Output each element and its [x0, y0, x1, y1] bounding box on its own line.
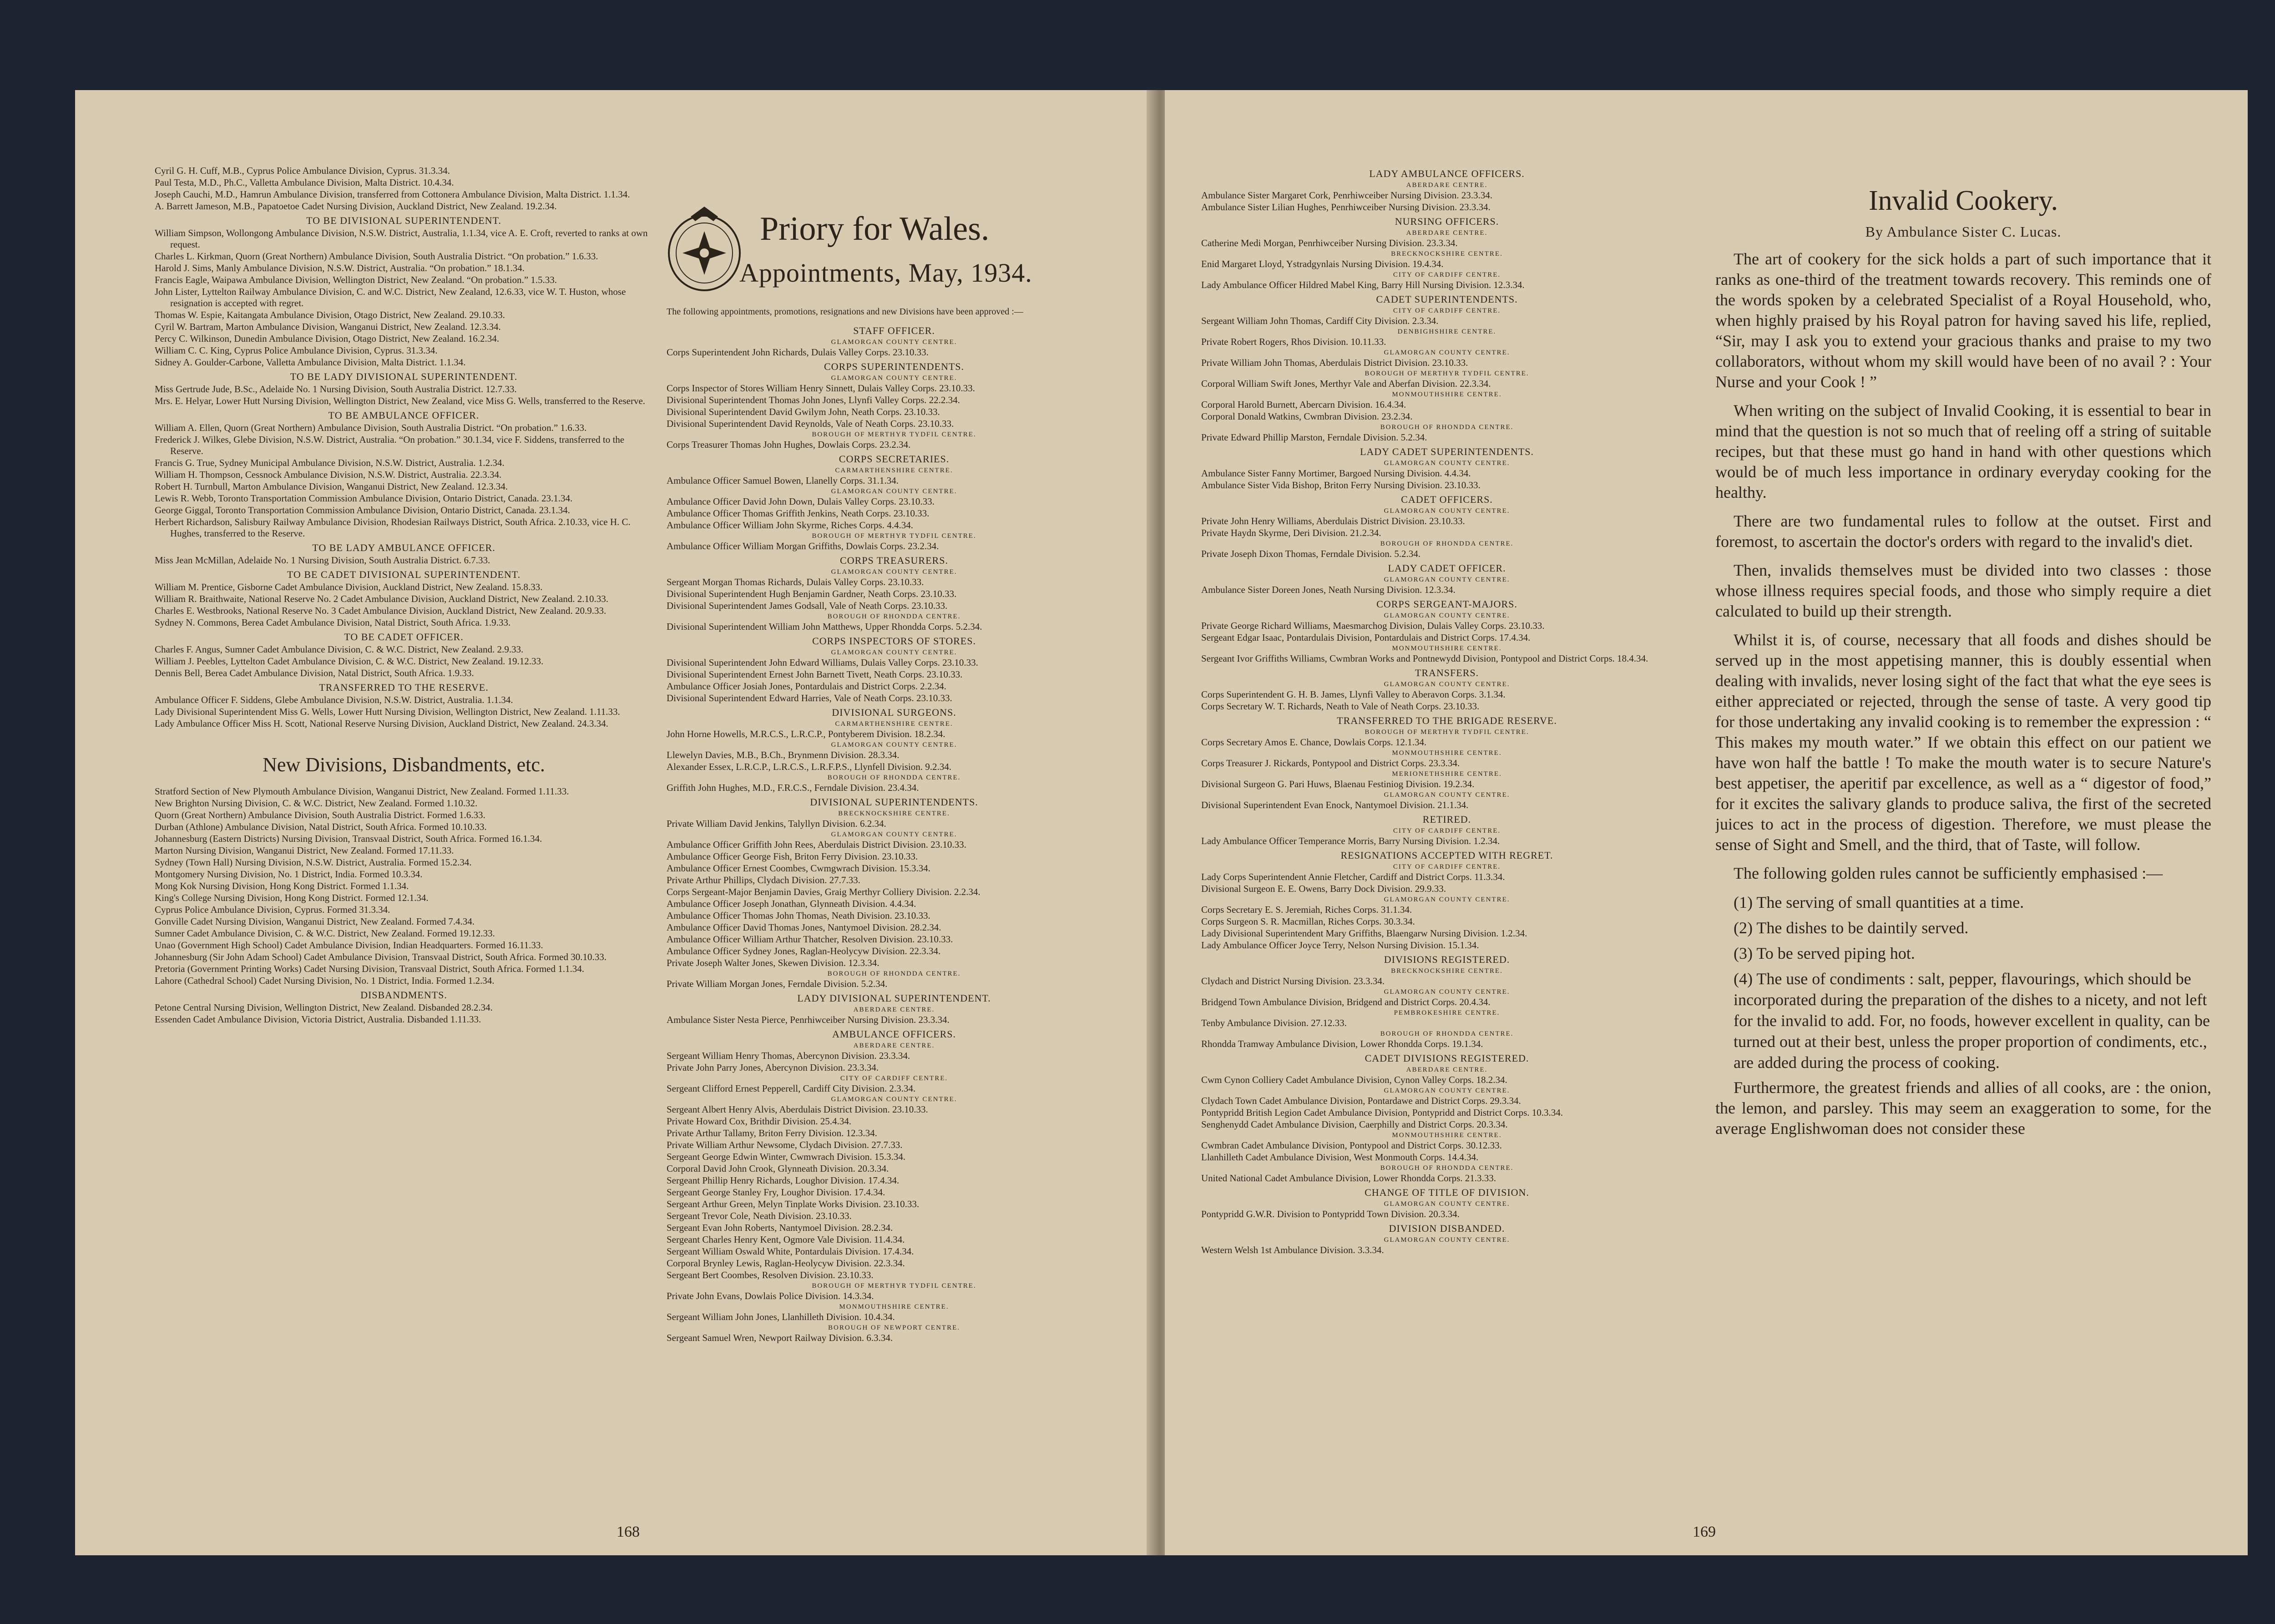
- appointment-entry: Private Joseph Walter Jones, Skewen Division. 12.3.34.: [667, 957, 880, 968]
- appointment-entry: Private Haydn Skyrme, Deri Division. 21.2.34.: [1201, 527, 1381, 538]
- appointment-entry: Joseph Cauchi, M.D., Hamrun Ambulance Division, transferred from Cottonera Ambulance Division, Malta District. 1.1.34.: [155, 189, 630, 200]
- appointment-entry: Charles F. Angus, Sumner Cadet Ambulance Division, C. & W.C. District, New Zealand. 2.9.33.: [155, 644, 524, 655]
- appointment-entry: Miss Jean McMillan, Adelaide No. 1 Nursing Division, South Australia District. 6.7.33.: [155, 555, 490, 566]
- appointment-entry: Corporal Brynley Lewis, Raglan-Heolycyw Division. 22.3.34.: [667, 1258, 905, 1269]
- appointment-entry: Sergeant Phillip Henry Richards, Loughor Division. 17.4.34.: [667, 1175, 900, 1186]
- article-paragraph: Furthermore, the greatest friends and allies of all cooks, are : the onion, the lemon, and parsley. This may seem an exaggeration to some, for the average Englishwoman does not consider these: [1715, 1078, 2211, 1138]
- appointment-entry: Charles L. Kirkman, Quorn (Great Northern) Ambulance Division, South Australia District. “On probation.” 1.6.33.: [155, 251, 598, 262]
- right-page: [1165, 90, 2248, 1555]
- appointment-entry: Sergeant William John Thomas, Cardiff City Division. 2.3.34.: [1201, 315, 1439, 326]
- appointment-entry: Bridgend Town Ambulance Division, Bridgend and District Corps. 20.4.34.: [1201, 997, 1491, 1007]
- appointment-entry: Ambulance Officer Ernest Coombes, Cwmgwrach Division. 15.3.34.: [667, 863, 930, 874]
- section-heading: CADET DIVISIONS REGISTERED.: [1365, 1052, 1529, 1064]
- centre-heading: PEMBROKESHIRE CENTRE.: [1394, 1009, 1500, 1017]
- appointment-entry: Sergeant William Henry Thomas, Abercynon Division. 23.3.34.: [667, 1050, 910, 1061]
- appointment-entry: Lahore (Cathedral School) Cadet Nursing Division, No. 1 District, India. Formed 1.2.34.: [155, 975, 495, 986]
- appointment-entry: New Brighton Nursing Division, C. & W.C. District, New Zealand. Formed 1.10.32.: [155, 798, 478, 809]
- appointment-entry: Pontypridd British Legion Cadet Ambulance Division, Pontypridd and District Corps. 10.3.34.: [1201, 1107, 1563, 1118]
- centre-heading: ABERDARE CENTRE.: [1406, 229, 1488, 237]
- appointment-entry: Private William John Thomas, Aberdulais District Division. 23.10.33.: [1201, 357, 1468, 368]
- appointment-entry: Essenden Cadet Ambulance Division, Victoria District, Australia. Disbanded 1.11.33.: [155, 1014, 481, 1025]
- appointment-entry: Durban (Athlone) Ambulance Division, Natal District, South Africa. Formed 10.10.33.: [155, 821, 487, 832]
- centre-heading: GLAMORGAN COUNTY CENTRE.: [1384, 896, 1510, 903]
- section-heading: TO BE DIVISIONAL SUPERINTENDENT.: [306, 215, 501, 226]
- appointment-entry: Corps Superintendent John Richards, Dulais Valley Corps. 23.10.33.: [667, 347, 929, 358]
- appointment-entry: Cyril G. H. Cuff, M.B., Cyprus Police Ambulance Division, Cyprus. 31.3.34.: [155, 165, 450, 176]
- article-paragraph: Whilst it is, of course, necessary that all foods and dishes should be served up in the most appetising manner, this is doubly essential when dealing with invalids, never losing sight of the fact that what the eye sees is either appreciated or rejected, through the sense of taste. A very good tip for those undertaking any invalid cooking is to remember the expression : “ This makes my mouth water.” If we obtain this effect on our patient we have won half the battle ! To make the mouth water is to secure Nature's best appetiser, the aperitif par excellence, as well as a “ digestor of food,” for it excites the salivary glands to produce saliva, the first of the secreted juices to act in the process of digestion. Therefore, we must please the sense of Sight and Smell, and the third, that of Taste, will follow.: [1715, 631, 2211, 854]
- appointment-entry: King's College Nursing Division, Hong Kong District. Formed 12.1.34.: [155, 892, 429, 903]
- centre-heading: CITY OF CARDIFF CENTRE.: [1393, 271, 1501, 278]
- appointment-entry: Private John Parry Jones, Abercynon Division. 23.3.34.: [667, 1062, 879, 1073]
- appointment-entry: Private Edward Phillip Marston, Ferndale Division. 5.2.34.: [1201, 432, 1427, 443]
- priory-crest-icon: [666, 203, 743, 294]
- appointment-entry: Harold J. Sims, Manly Ambulance Division, N.S.W. District, Australia. “On probation.” 18.1.34.: [155, 263, 525, 273]
- appointment-entry: John Horne Howells, M.R.C.S., L.R.C.P., Pontyberem Division. 18.2.34.: [667, 729, 945, 739]
- appointment-entry: Ambulance Sister Vida Bishop, Briton Ferry Nursing Division. 23.10.33.: [1201, 480, 1481, 491]
- centre-heading: DENBIGHSHIRE CENTRE.: [1397, 328, 1496, 335]
- appointment-entry: Thomas W. Espie, Kaitangata Ambulance Division, Otago District, New Zealand. 29.10.33.: [155, 309, 505, 320]
- appointment-entry: Lady Ambulance Officer Miss H. Scott, National Reserve Nursing Division, Auckland District, New Zealand. 24.3.34.: [155, 718, 608, 729]
- page-number-left: 168: [617, 1523, 640, 1540]
- appointment-entry: Robert H. Turnbull, Marton Ambulance Division, Wanganui District, New Zealand. 12.3.34.: [155, 481, 508, 492]
- centre-heading: GLAMORGAN COUNTY CENTRE.: [831, 831, 957, 838]
- appointment-entry: William H. Thompson, Cessnock Ambulance Division, N.S.W. District, Australia. 22.3.34.: [155, 469, 502, 480]
- centre-heading: ABERDARE CENTRE.: [853, 1042, 935, 1049]
- appointment-entry: Quorn (Great Northern) Ambulance Division, South Australia District. Formed 1.6.33.: [155, 809, 485, 820]
- appointment-entry: Ambulance Officer David John Down, Dulais Valley Corps. 23.10.33.: [667, 496, 935, 507]
- article-paragraph: Then, invalids themselves must be divided into two classes : those whose illness requires special foods, and those who simply require a diet calculated to build up their strength.: [1715, 561, 2211, 620]
- appointment-entry: Mrs. E. Helyar, Lower Hutt Nursing Division, Wellington District, New Zealand, vice Miss G. Wells, transferred to the Reserve.: [155, 395, 646, 406]
- appointment-entry: George Giggal, Toronto Transportation Commission Ambulance Division, Ontario District, Canada. 23.1.34.: [155, 505, 570, 516]
- priory-title: Priory for Wales.: [760, 210, 990, 248]
- appointment-entry: Sergeant Morgan Thomas Richards, Dulais Valley Corps. 23.10.33.: [667, 577, 924, 587]
- centre-heading: CITY OF CARDIFF CENTRE.: [1393, 827, 1501, 835]
- article-paragraph: There are two fundamental rules to follow at the outset. First and foremost, to ascertain the doctor's orders with regard to the invalid's diet.: [1715, 512, 2211, 551]
- appointment-entry: Sergeant Edgar Isaac, Pontardulais Division, Pontardulais and District Corps. 17.4.34.: [1201, 632, 1531, 643]
- centre-heading: BOROUGH OF RHONDDA CENTRE.: [1380, 540, 1514, 547]
- section-heading: DIVISIONS REGISTERED.: [1384, 954, 1510, 965]
- section-title: New Divisions, Disbandments, etc.: [263, 754, 545, 776]
- appointment-entry: Rhondda Tramway Ambulance Division, Lower Rhondda Corps. 19.1.34.: [1201, 1038, 1483, 1049]
- appointment-entry: Ambulance Officer David Thomas Jones, Nantymoel Division. 28.2.34.: [667, 922, 941, 933]
- appointment-entry: Corps Sergeant-Major Benjamin Davies, Graig Merthyr Colliery Division. 2.2.34.: [667, 886, 981, 897]
- centre-heading: GLAMORGAN COUNTY CENTRE.: [1384, 349, 1510, 356]
- centre-heading: MONMOUTHSHIRE CENTRE.: [1392, 1132, 1502, 1139]
- appointment-entry: Llanhilleth Cadet Ambulance Division, West Monmouth Corps. 14.4.34.: [1201, 1152, 1479, 1163]
- appointment-entry: Divisional Surgeon E. E. Owens, Barry Dock Division. 29.9.33.: [1201, 883, 1446, 894]
- appointment-entry: Sergeant William John Jones, Llanhilleth Division. 10.4.34.: [667, 1311, 895, 1322]
- appointment-entry: Percy C. Wilkinson, Dunedin Ambulance Division, Otago District, New Zealand. 16.2.34.: [155, 333, 499, 344]
- appointment-entry: Catherine Medi Morgan, Penrhiwceiber Nursing Division. 23.3.34.: [1201, 238, 1458, 248]
- article-paragraph: The art of cookery for the sick holds a part of such importance that it ranks as one-third of the treatment towards recovery. This reminds one of the words spoken by a celebrated Specialist of a Royal Household, who, when highly praised by his Royal patron for having saved his life, replied, “Sir, may I ask you to extend your gracious thanks and praise to my two collaborators, without whom my skill would have been of no avail ? : Your Nurse and your Cook ! ”: [1715, 250, 2211, 391]
- appointment-entry: Cwm Cynon Colliery Cadet Ambulance Division, Cynon Valley Corps. 18.2.34.: [1201, 1074, 1507, 1085]
- appointment-entry: Frederick J. Wilkes, Glebe Division, N.S.W. District, Australia. “On probation.” 30.1.34, vice F. Siddens, transferred to the Reserve.: [155, 434, 625, 456]
- appointment-entry: Divisional Superintendent John Edward Williams, Dulais Valley Corps. 23.10.33.: [667, 657, 978, 668]
- appointment-entry: Private John Evans, Dowlais Police Division. 14.3.34.: [667, 1290, 874, 1301]
- appointment-entry: Ambulance Officer Samuel Bowen, Llanelly Corps. 31.1.34.: [667, 475, 899, 486]
- appointment-entry: Lady Divisional Superintendent Mary Griffiths, Blaengarw Nursing Division. 1.2.34.: [1201, 928, 1527, 939]
- appointment-entry: Ambulance Sister Doreen Jones, Neath Nursing Division. 12.3.34.: [1201, 584, 1456, 595]
- centre-heading: CITY OF CARDIFF CENTRE.: [1393, 307, 1501, 314]
- appointment-entry: Corps Treasurer Thomas John Hughes, Dowlais Corps. 23.2.34.: [667, 439, 911, 450]
- appointment-entry: Sergeant Bert Coombes, Resolven Division. 23.10.33.: [667, 1270, 874, 1280]
- appointment-entry: Corporal William Swift Jones, Merthyr Vale and Aberfan Division. 22.3.34.: [1201, 378, 1491, 389]
- centre-heading: CITY OF CARDIFF CENTRE.: [840, 1075, 948, 1082]
- appointment-entry: Sergeant George Stanley Fry, Loughor Division. 17.4.34.: [667, 1187, 885, 1198]
- appointment-entry: Divisional Superintendent Edward Harries, Vale of Neath Corps. 23.10.33.: [667, 693, 952, 703]
- appointment-entry: Herbert Richardson, Salisbury Railway Ambulance Division, Rhodesian Railways District, South Africa. 2.10.33, vice H. C. Hughes, transferred to the Reserve.: [155, 516, 631, 539]
- section-heading: TRANSFERRED TO THE RESERVE.: [319, 682, 489, 693]
- appointment-entry: Divisional Superintendent David Gwilym John, Neath Corps. 23.10.33.: [667, 406, 940, 417]
- centre-heading: GLAMORGAN COUNTY CENTRE.: [831, 741, 957, 749]
- centre-heading: MONMOUTHSHIRE CENTRE.: [839, 1303, 949, 1310]
- appointment-entry: Ambulance Officer F. Siddens, Glebe Ambulance Division, N.S.W. District, Australia. 1.1.34.: [155, 694, 513, 705]
- centre-heading: GLAMORGAN COUNTY CENTRE.: [1384, 791, 1510, 799]
- page-number-right: 169: [1693, 1523, 1716, 1540]
- appointment-entry: Private Joseph Dixon Thomas, Ferndale Division. 5.2.34.: [1201, 548, 1421, 559]
- appointment-entry: Johannesburg (Sir John Adam School) Cadet Ambulance Division, Transvaal District, South Africa. Formed 30.10.33.: [155, 951, 607, 962]
- section-heading: TRANSFERRED TO THE BRIGADE RESERVE.: [1337, 715, 1557, 726]
- section-heading: TO BE LADY DIVISIONAL SUPERINTENDENT.: [290, 371, 518, 382]
- centre-heading: GLAMORGAN COUNTY CENTRE.: [831, 1096, 957, 1103]
- section-heading: CORPS SECRETARIES.: [839, 453, 950, 465]
- centre-heading: BRECKNOCKSHIRE CENTRE.: [838, 810, 950, 817]
- section-heading: CORPS TREASURERS.: [840, 555, 948, 566]
- section-heading: TO BE LADY AMBULANCE OFFICER.: [312, 542, 495, 553]
- appointment-entry: Griffith John Hughes, M.D., F.R.C.S., Ferndale Division. 23.4.34.: [667, 782, 919, 793]
- appointment-entry: Alexander Essex, L.R.C.P., L.R.C.S., L.R.F.P.S., Llynfell Division. 9.2.34.: [667, 761, 952, 772]
- appointment-entry: Lady Ambulance Officer Hildred Mabel King, Barry Hill Nursing Division. 12.3.34.: [1201, 279, 1525, 290]
- golden-rule-item: (3) To be served piping hot.: [1734, 944, 1915, 962]
- appointment-entry: Corps Inspector of Stores William Henry Sinnett, Dulais Valley Corps. 23.10.33.: [667, 383, 975, 394]
- appointment-entry: Unao (Government High School) Cadet Ambulance Division, Indian Headquarters. Formed 16.11.33.: [155, 940, 543, 951]
- centre-heading: BOROUGH OF RHONDDA CENTRE.: [1380, 1164, 1514, 1172]
- appointment-entry: Ambulance Sister Nesta Pierce, Penrhiwceiber Nursing Division. 23.3.34.: [667, 1014, 950, 1025]
- appointment-entry: Ambulance Officer Joseph Jonathan, Glynneath Division. 4.4.34.: [667, 898, 916, 909]
- centre-heading: GLAMORGAN COUNTY CENTRE.: [831, 568, 957, 576]
- priory-intro: The following appointments, promotions, resignations and new Divisions have been approved :—: [667, 307, 1023, 317]
- appointment-entry: United National Cadet Ambulance Division, Lower Rhondda Corps. 21.3.33.: [1201, 1173, 1496, 1184]
- appointment-entry: Mong Kok Nursing Division, Hong Kong District. Formed 1.1.34.: [155, 880, 409, 891]
- article-byline: By Ambulance Sister C. Lucas.: [1865, 223, 2062, 240]
- appointment-entry: Francis Eagle, Waipawa Ambulance Division, Wellington District, New Zealand. “On probation.” 1.5.33.: [155, 274, 557, 285]
- appointment-entry: William Simpson, Wollongong Ambulance Division, N.S.W. District, Australia, 1.1.34, vice A. E. Croft, reverted to ranks at own request.: [155, 228, 648, 250]
- section-heading: LADY AMBULANCE OFFICERS.: [1369, 168, 1525, 179]
- centre-heading: BOROUGH OF MERTHYR TYDFIL CENTRE.: [812, 1282, 976, 1290]
- appointment-entry: Corporal David John Crook, Glynneath Division. 20.3.34.: [667, 1163, 889, 1174]
- centre-heading: MONMOUTHSHIRE CENTRE.: [1392, 645, 1502, 652]
- section-heading: STAFF OFFICER.: [853, 325, 935, 336]
- appointment-entry: Private John Henry Williams, Aberdulais District Division. 23.10.33.: [1201, 516, 1465, 526]
- centre-heading: GLAMORGAN COUNTY CENTRE.: [1384, 612, 1510, 619]
- appointment-entry: Sergeant Albert Henry Alvis, Aberdulais District Division. 23.10.33.: [667, 1104, 928, 1115]
- appointment-entry: Sergeant Charles Henry Kent, Ogmore Vale Division. 11.4.34.: [667, 1234, 905, 1245]
- appointment-entry: William R. Braithwaite, National Reserve No. 2 Cadet Ambulance Division, Auckland District, New Zealand. 2.10.33.: [155, 593, 609, 604]
- appointment-entry: A. Barrett Jameson, M.B., Papatoetoe Cadet Nursing Division, Auckland District, New Zealand. 19.2.34.: [155, 201, 557, 212]
- section-heading: DIVISIONAL SUPERINTENDENTS.: [810, 796, 978, 808]
- appointment-entry: Ambulance Officer William John Skyrme, Riches Corps. 4.4.34.: [667, 520, 913, 531]
- section-heading: CORPS INSPECTORS OF STORES.: [812, 635, 976, 647]
- appointment-entry: Corps Superintendent G. H. B. James, Llynfi Valley to Aberavon Corps. 3.1.34.: [1201, 689, 1506, 700]
- appointment-entry: Senghenydd Cadet Ambulance Division, Caerphilly and District Corps. 20.3.34.: [1201, 1119, 1508, 1130]
- appointment-entry: Ambulance Officer Josiah Jones, Pontardulais and District Corps. 2.2.34.: [667, 681, 946, 692]
- appointment-entry: Sidney A. Goulder-Carbone, Valletta Ambulance Division, Malta District. 1.1.34.: [155, 357, 466, 368]
- centre-heading: BOROUGH OF RHONDDA CENTRE.: [827, 613, 961, 620]
- centre-heading: BRECKNOCKSHIRE CENTRE.: [1391, 967, 1503, 975]
- appointment-entry: Private William David Jenkins, Talyllyn Division. 6.2.34.: [667, 818, 886, 829]
- appointment-entry: Sergeant Clifford Ernest Pepperell, Cardiff City Division. 2.3.34.: [667, 1083, 916, 1094]
- appointment-entry: Divisional Superintendent James Godsall, Vale of Neath Corps. 23.10.33.: [667, 600, 948, 611]
- left-column-appointments: [155, 165, 653, 1026]
- priory-appointments-continued: [1201, 165, 1693, 1256]
- appointment-entry: Paul Testa, M.D., Ph.C., Valletta Ambulance Division, Malta District. 10.4.34.: [155, 177, 454, 188]
- appointment-entry: Dennis Bell, Berea Cadet Ambulance Division, Natal District, South Africa. 1.9.33.: [155, 668, 474, 678]
- appointment-entry: Divisional Surgeon G. Pari Huws, Blaenau Festiniog Division. 19.2.34.: [1201, 779, 1475, 789]
- appointment-entry: Pretoria (Government Printing Works) Cadet Nursing Division, Transvaal District, South Africa. Formed 1.1.34.: [155, 963, 584, 974]
- article-paragraph: The following golden rules cannot be sufficiently emphasised :—: [1734, 864, 2163, 882]
- article-paragraph: When writing on the subject of Invalid Cooking, it is essential to bear in mind that the question is not so much that of reeling off a string of suitable recipes, but that these must go hand in hand with other questions which would be of much less importance in ordinary everyday cooking for the healthy.: [1715, 401, 2211, 501]
- appointment-entry: Llewelyn Davies, M.B., B.Ch., Brynmenn Division. 28.3.34.: [667, 749, 900, 760]
- centre-heading: GLAMORGAN COUNTY CENTRE.: [1384, 460, 1510, 467]
- section-heading: DIVISION DISBANDED.: [1389, 1223, 1505, 1234]
- appointment-entry: Ambulance Sister Lilian Hughes, Penrhiwceiber Nursing Division. 23.3.34.: [1201, 202, 1491, 212]
- section-heading: CADET SUPERINTENDENTS.: [1376, 293, 1518, 305]
- centre-heading: GLAMORGAN COUNTY CENTRE.: [1384, 1087, 1510, 1094]
- appointment-entry: William A. Ellen, Quorn (Great Northern) Ambulance Division, South Australia District. “On probation.” 1.6.33.: [155, 422, 587, 433]
- appointment-entry: Lady Corps Superintendent Annie Fletcher, Cardiff and District Corps. 11.3.34.: [1201, 871, 1505, 882]
- appointment-entry: Ambulance Officer Thomas John Thomas, Neath Division. 23.10.33.: [667, 910, 930, 921]
- centre-heading: BOROUGH OF NEWPORT CENTRE.: [828, 1324, 960, 1331]
- appointment-entry: Lewis R. Webb, Toronto Transportation Commission Ambulance Division, Ontario District, Canada. 23.1.34.: [155, 493, 573, 504]
- centre-heading: BOROUGH OF RHONDDA CENTRE.: [827, 970, 961, 977]
- centre-heading: GLAMORGAN COUNTY CENTRE.: [831, 374, 957, 382]
- centre-heading: BOROUGH OF MERTHYR TYDFIL CENTRE.: [1365, 729, 1529, 736]
- appointment-entry: Ambulance Officer William Morgan Griffiths, Dowlais Corps. 23.2.34.: [667, 541, 939, 551]
- appointment-entry: John Lister, Lyttelton Railway Ambulance Division, C. and W.C. District, New Zealand, 12.6.33, vice W. T. Huston, whose resignation is accepted with regret.: [155, 286, 626, 309]
- section-heading: LADY DIVISIONAL SUPERINTENDENT.: [797, 992, 991, 1004]
- centre-heading: CITY OF CARDIFF CENTRE.: [1393, 863, 1501, 870]
- appointment-entry: Corporal Donald Watkins, Cwmbran Division. 23.2.34.: [1201, 411, 1413, 422]
- appointment-entry: Divisional Superintendent William John Matthews, Upper Rhondda Corps. 5.2.34.: [667, 621, 982, 632]
- section-heading: RETIRED.: [1422, 814, 1471, 825]
- appointment-entry: Ambulance Officer Thomas Griffith Jenkins, Neath Corps. 23.10.33.: [667, 508, 930, 519]
- appointment-entry: Ambulance Officer Sydney Jones, Raglan-Heolycyw Division. 22.3.34.: [667, 946, 941, 956]
- appointment-entry: Corps Secretary E. S. Jeremiah, Riches Corps. 31.1.34.: [1201, 904, 1412, 915]
- appointment-entry: Enid Margaret Lloyd, Ystradgynlais Nursing Division. 19.4.34.: [1201, 258, 1444, 269]
- centre-heading: GLAMORGAN COUNTY CENTRE.: [1384, 988, 1510, 996]
- priory-appointments-list: [667, 322, 1122, 1344]
- appointment-entry: Ambulance Officer Griffith John Rees, Aberdulais District Division. 23.10.33.: [667, 839, 966, 850]
- appointment-entry: Corps Secretary Amos E. Chance, Dowlais Corps. 12.1.34.: [1201, 737, 1427, 748]
- appointment-entry: Clydach and District Nursing Division. 23.3.34.: [1201, 976, 1385, 987]
- section-heading: RESIGNATIONS ACCEPTED WITH REGRET.: [1340, 850, 1553, 861]
- section-heading: CORPS SERGEANT-MAJORS.: [1376, 598, 1517, 610]
- appointment-entry: William J. Peebles, Lyttelton Cadet Ambulance Division, C. & W.C. District, New Zealand. 19.12.33.: [155, 656, 544, 667]
- left-page: [75, 90, 1156, 1555]
- appointment-entry: Ambulance Sister Fanny Mortimer, Bargoed Nursing Division. 4.4.34.: [1201, 468, 1471, 479]
- appointment-entry: Sergeant George Edwin Winter, Cwmwrach Division. 15.3.34.: [667, 1151, 905, 1162]
- centre-heading: GLAMORGAN COUNTY CENTRE.: [831, 488, 957, 495]
- centre-heading: CARMARTHENSHIRE CENTRE.: [835, 467, 953, 474]
- appointment-entry: Divisional Superintendent Thomas John Jones, Llynfi Valley Corps. 22.2.34.: [667, 395, 960, 405]
- appointment-entry: Sergeant Samuel Wren, Newport Railway Division. 6.3.34.: [667, 1332, 893, 1343]
- centre-heading: BOROUGH OF MERTHYR TYDFIL CENTRE.: [1365, 370, 1529, 377]
- centre-heading: BOROUGH OF MERTHYR TYDFIL CENTRE.: [812, 431, 976, 438]
- appointment-entry: Private William Arthur Newsome, Clydach Division. 27.7.33.: [667, 1139, 903, 1150]
- centre-heading: GLAMORGAN COUNTY CENTRE.: [1384, 681, 1510, 688]
- appointment-entry: Sergeant William Oswald White, Pontardulais Division. 17.4.34.: [667, 1246, 914, 1257]
- golden-rule-item: (4) The use of condiments : salt, pepper, flavourings, which should be incorporated during the preparation of the dishes to a nicety, and not left for the invalid to add. For, no foods, however excellent in quality, can be turned out at their best, unless the proper proportion of condiments, etc., are added during the process of cooking.: [1734, 970, 2210, 1072]
- centre-heading: BOROUGH OF RHONDDA CENTRE.: [827, 774, 961, 781]
- centre-heading: BOROUGH OF RHONDDA CENTRE.: [1380, 424, 1514, 431]
- appointment-entry: Montgomery Nursing Division, No. 1 District, India. Formed 10.3.34.: [155, 869, 423, 880]
- appointment-entry: Cyril W. Bartram, Marton Ambulance Division, Wanganui District, New Zealand. 12.3.34.: [155, 321, 501, 332]
- appointment-entry: Marton Nursing Division, Wanganui District, New Zealand. Formed 17.11.33.: [155, 845, 454, 856]
- appointment-entry: Ambulance Officer George Fish, Briton Ferry Division. 23.10.33.: [667, 851, 918, 862]
- appointment-entry: Divisional Superintendent Evan Enock, Nantymoel Division. 21.1.34.: [1201, 799, 1469, 810]
- section-heading: DIVISIONAL SURGEONS.: [832, 707, 956, 718]
- appointment-entry: Corps Treasurer J. Rickards, Pontypool and District Corps. 23.3.34.: [1201, 758, 1460, 769]
- centre-heading: MERIONETHSHIRE CENTRE.: [1392, 770, 1502, 778]
- appointment-entry: Charles E. Westbrooks, National Reserve No. 3 Cadet Ambulance Division, Auckland District, New Zealand. 20.9.33.: [155, 605, 607, 616]
- appointment-entry: Corps Secretary W. T. Richards, Neath to Vale of Neath Corps. 23.10.33.: [1201, 701, 1480, 712]
- appointment-entry: Sergeant Trevor Cole, Neath Division. 23.10.33.: [667, 1210, 852, 1221]
- appointment-entry: Francis G. True, Sydney Municipal Ambulance Division, N.S.W. District, Australia. 1.2.34.: [155, 457, 505, 468]
- appointment-entry: Lady Ambulance Officer Temperance Morris, Barry Nursing Division. 1.2.34.: [1201, 835, 1500, 846]
- appointment-entry: Divisional Superintendent Ernest John Barnett Tivett, Neath Corps. 23.10.33.: [667, 669, 963, 680]
- appointment-entry: Sumner Cadet Ambulance Division, C. & W.C. District, New Zealand. Formed 19.12.33.: [155, 928, 495, 939]
- appointment-entry: Private Arthur Tallamy, Briton Ferry Division. 12.3.34.: [667, 1128, 877, 1138]
- golden-rules-list: [1715, 892, 2211, 1073]
- article-body: [1715, 249, 2211, 884]
- invalid-cookery-article: [1715, 165, 2211, 1147]
- section-heading: LADY CADET SUPERINTENDENTS.: [1360, 446, 1534, 457]
- centre-heading: GLAMORGAN COUNTY CENTRE.: [1384, 507, 1510, 515]
- section-heading: CADET OFFICERS.: [1401, 494, 1493, 505]
- appointment-entry: Private Howard Cox, Brithdir Division. 25.4.34.: [667, 1116, 851, 1127]
- appointment-entry: Sergeant Arthur Green, Melyn Tinplate Works Division. 23.10.33.: [667, 1199, 920, 1209]
- centre-heading: GLAMORGAN COUNTY CENTRE.: [1384, 1200, 1510, 1208]
- centre-heading: ABERDARE CENTRE.: [853, 1006, 935, 1013]
- appointment-entry: Divisional Superintendent Hugh Benjamin Gardner, Neath Corps. 23.10.33.: [667, 588, 957, 599]
- centre-heading: GLAMORGAN COUNTY CENTRE.: [831, 649, 957, 656]
- centre-heading: GLAMORGAN COUNTY CENTRE.: [831, 339, 957, 346]
- appointment-entry: Ambulance Officer William Arthur Thatcher, Resolven Division. 23.10.33.: [667, 934, 953, 945]
- appointment-entry: Private Robert Rogers, Rhos Division. 10.11.33.: [1201, 336, 1386, 347]
- section-heading: NURSING OFFICERS.: [1395, 216, 1499, 227]
- appointment-entry: Corporal Harold Burnett, Abercarn Division. 16.4.34.: [1201, 399, 1406, 410]
- centre-heading: GLAMORGAN COUNTY CENTRE.: [1384, 1236, 1510, 1244]
- appointment-entry: Private Arthur Phillips, Clydach Division. 27.7.33.: [667, 875, 860, 885]
- section-heading: LADY CADET OFFICER.: [1388, 562, 1506, 574]
- section-heading: TO BE AMBULANCE OFFICER.: [328, 410, 480, 421]
- appointment-entry: Lady Ambulance Officer Joyce Terry, Nelson Nursing Division. 15.1.34.: [1201, 940, 1479, 951]
- appointment-entry: Divisional Superintendent David Reynolds, Vale of Neath Corps. 23.10.33.: [667, 418, 954, 429]
- appointment-entry: Gonville Cadet Nursing Division, Wanganui District, New Zealand. Formed 7.4.34.: [155, 916, 475, 927]
- appointment-entry: William C. C. King, Cyprus Police Ambulance Division, Cyprus. 31.3.34.: [155, 345, 438, 356]
- golden-rule-item: (1) The serving of small quantities at a time.: [1734, 893, 2024, 911]
- appointment-entry: William M. Prentice, Gisborne Cadet Ambulance Division, Auckland District, New Zealand. 15.8.33.: [155, 582, 543, 592]
- section-heading: TO BE CADET DIVISIONAL SUPERINTENDENT.: [287, 569, 521, 580]
- appointment-entry: Stratford Section of New Plymouth Ambulance Division, Wanganui District, New Zealand. Formed 1.11.33.: [155, 786, 569, 797]
- centre-heading: MONMOUTHSHIRE CENTRE.: [1392, 749, 1502, 757]
- appointment-entry: Sergeant Ivor Griffiths Williams, Cwmbran Works and Pontnewydd Division, Pontypool and District Corps. 18.4.34.: [1201, 653, 1648, 664]
- appointment-entry: Johannesburg (Eastern Districts) Nursing Division, Transvaal District, South Africa. Formed 16.1.34.: [155, 833, 542, 844]
- appointment-entry: Corps Surgeon S. R. Macmillan, Riches Corps. 30.3.34.: [1201, 916, 1415, 927]
- centre-heading: MONMOUTHSHIRE CENTRE.: [1392, 391, 1502, 398]
- appointment-entry: Ambulance Sister Margaret Cork, Penrhiwceiber Nursing Division. 23.3.34.: [1201, 190, 1492, 201]
- golden-rule-item: (2) The dishes to be daintily served.: [1734, 919, 1969, 937]
- appointment-entry: Sydney N. Commons, Berea Cadet Ambulance Division, Natal District, South Africa. 1.9.33.: [155, 617, 511, 628]
- centre-heading: BRECKNOCKSHIRE CENTRE.: [1391, 250, 1503, 258]
- centre-heading: GLAMORGAN COUNTY CENTRE.: [1384, 576, 1510, 583]
- appointment-entry: Lady Divisional Superintendent Miss G. Wells, Lower Hutt Nursing Division, Wellington District, New Zealand. 1.11.33.: [155, 706, 620, 717]
- centre-heading: ABERDARE CENTRE.: [1406, 182, 1488, 189]
- centre-heading: CARMARTHENSHIRE CENTRE.: [835, 720, 953, 728]
- appointment-entry: Private George Richard Williams, Maesmarchog Division, Dulais Valley Corps. 23.10.33.: [1201, 620, 1545, 631]
- section-heading: CORPS SUPERINTENDENTS.: [824, 361, 965, 372]
- section-heading: AMBULANCE OFFICERS.: [832, 1028, 956, 1040]
- centre-heading: BOROUGH OF RHONDDA CENTRE.: [1380, 1030, 1514, 1037]
- appointment-entry: Petone Central Nursing Division, Wellington District, New Zealand. Disbanded 28.2.34.: [155, 1002, 493, 1013]
- appointment-entry: Miss Gertrude Jude, B.Sc., Adelaide No. 1 Nursing Division, South Australia District. 12.7.33.: [155, 384, 517, 395]
- appointment-entry: Sydney (Town Hall) Nursing Division, N.S.W. District, Australia. Formed 15.2.34.: [155, 857, 472, 868]
- centre-heading: ABERDARE CENTRE.: [1406, 1066, 1488, 1073]
- appointment-entry: Tenby Ambulance Division. 27.12.33.: [1201, 1017, 1347, 1028]
- section-heading: TRANSFERS.: [1415, 667, 1479, 678]
- section-heading: DISBANDMENTS.: [360, 989, 447, 1001]
- appointment-entry: Cyprus Police Ambulance Division, Cyprus. Formed 31.3.34.: [155, 904, 390, 915]
- appointment-entry: Private William Morgan Jones, Ferndale Division. 5.2.34.: [667, 978, 888, 989]
- appointment-entry: Western Welsh 1st Ambulance Division. 3.3.34.: [1201, 1245, 1384, 1255]
- priory-subtitle: Appointments, May, 1934.: [739, 258, 1032, 288]
- centre-heading: BOROUGH OF MERTHYR TYDFIL CENTRE.: [812, 532, 976, 540]
- section-heading: CHANGE OF TITLE OF DIVISION.: [1365, 1187, 1529, 1198]
- article-title: Invalid Cookery.: [1868, 185, 2058, 216]
- appointment-entry: Clydach Town Cadet Ambulance Division, Pontardawe and District Corps. 29.3.34.: [1201, 1095, 1521, 1106]
- appointment-entry: Sergeant Evan John Roberts, Nantymoel Division. 28.2.34.: [667, 1222, 893, 1233]
- section-heading: TO BE CADET OFFICER.: [344, 631, 464, 643]
- appointment-entry: Cwmbran Cadet Ambulance Division, Pontypool and District Corps. 30.12.33.: [1201, 1140, 1502, 1151]
- appointment-entry: Pontypridd G.W.R. Division to Pontypridd Town Division. 20.3.34.: [1201, 1209, 1460, 1219]
